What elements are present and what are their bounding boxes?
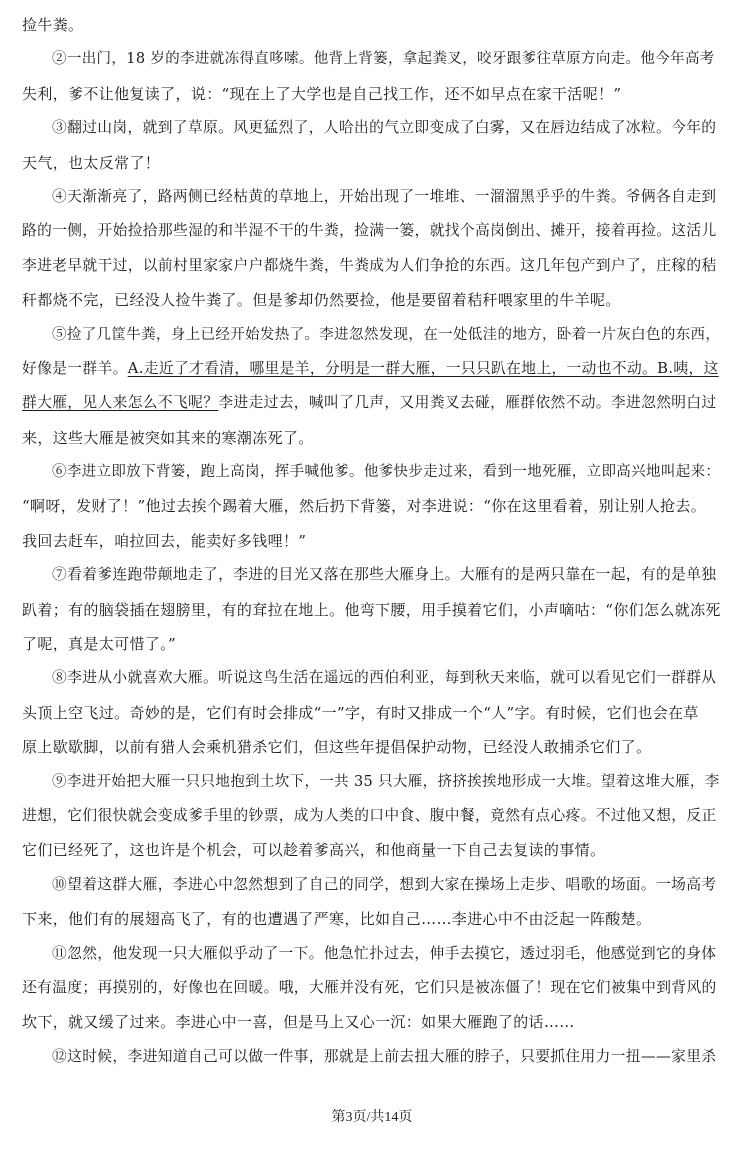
text-line: 来，这些大雁是被突如其来的寒潮冻死了。	[22, 428, 314, 447]
text-line: 进想，它们很快就会变成爹手里的钞票，成为人类的口中食、腹中餐，竟然有点心疼。不过他又想，反正	[22, 806, 717, 824]
text-line: 路的一侧，开始捡拾那些湿的和半湿不干的牛粪，捡满一篓，就找个高岗倒出、摊开，接着再捡。这活儿	[22, 222, 717, 240]
text-line: ⑧李进从小就喜欢大雁。听说这鸟生活在遥远的西伯利亚，每到秋天来临，就可以看见它们一群群从	[52, 669, 717, 687]
text-line: 趴着；有的脑袋插在翅膀里，有的耷拉在地上。他弯下腰，用手摸着它们，小声嘀咕：“你们怎么就冻死	[22, 600, 721, 619]
text-line: ⑫这时候，李进知道自己可以做一件事，那就是上前去扭大雁的脖子，只要抓住用力一扭——家里杀	[52, 1047, 717, 1065]
text-line: ⑩望着这群大雁，李进心中忽然想到了自己的同学，想到大家在操场上走步、唱歌的场面。一场高考	[52, 875, 717, 893]
text-line: “啊呀，发财了！”他过去挨个踢着大雁，然后扔下背篓，对李进说：“你在这里看着，别让别人抢去。	[22, 497, 707, 516]
page-number-footer: 第3页/共14页	[331, 1110, 413, 1125]
text-line: 它们已经死了，这也许是个机会，可以趁着爹高兴，和他商量一下自己去复读的事情。	[22, 841, 606, 860]
document-body	[22, 8, 724, 1074]
underlined-sentence-b-end: 群大雁，见人来怎么不飞呢？	[22, 394, 219, 412]
text-line: ⑤捡了几筐牛粪，身上已经开始发热了。李进忽然发现，在一处低洼的地方，卧着一片灰白色的东西，	[52, 326, 721, 343]
text-line: ⑪忽然，他发现一只大雁似乎动了一下。他急忙扑过去，伸手去摸它，透过羽毛，他感觉到它的身体	[52, 944, 717, 962]
text-line: ②一出门，18 岁的李进就冻得直哆嗦。他背上背篓，拿起粪叉，咬牙跟爹往草原方向走。他今年高考	[52, 51, 715, 68]
text-line	[22, 352, 724, 386]
text-segment: 好像是一群羊。	[22, 359, 128, 377]
text-line: 天气，也太反常了！	[22, 153, 161, 172]
text-line: 坎下，就又缓了过来。李进心中一喜，但是马上又心一沉：如果大雁跑了的话……	[22, 1013, 575, 1032]
text-segment: 李进走过去，喊叫了几声，又用粪叉去碰，雁群依然不动。李进忽然明白过	[218, 394, 717, 412]
text-line: ④天渐渐亮了，路两侧已经枯黄的草地上，开始出现了一堆堆、一溜溜黑乎乎的牛粪。爷俩各自走到	[52, 187, 717, 205]
text-line: 头顶上空飞过。奇妙的是，它们有时会排成“一”字，有时又排成一个“人”字。有时候，它们也会在草	[22, 703, 699, 722]
text-line: 捡牛粪。	[22, 16, 84, 34]
text-line: 秆都烧不完，已经没人捡牛粪了。但是爹却仍然要捡，他是要留着秸秆喂家里的牛羊呢。	[22, 291, 621, 310]
underlined-sentence-a-b: A.走近了才看清，哪里是羊，分明是一群大雁，一只只趴在地上，一动也不动。B.咦，这	[127, 359, 719, 377]
text-line: ③翻过山岗，就到了草原。风更猛烈了，人哈出的气立即变成了白雾，又在唇边结成了冰粒。今年的	[52, 119, 717, 137]
text-line: ⑥李进立即放下背篓，跑上高岗，挥手喊他爹。他爹快步走过来，看到一地死雁，立即高兴地叫起来：	[52, 464, 721, 481]
text-line: 李进老早就干过，以前村里家家户户都烧牛粪，牛粪成为人们争抢的东西。这几年包产到户了，庄稼的秸	[22, 256, 717, 274]
text-line: ⑦看着爹连跑带颠地走了，李进的目光又落在那些大雁身上。大雁有的是两只靠在一起，有的是单独	[52, 566, 717, 584]
text-line: 原上歇歇脚，以前有猎人会乘机猎杀它们，但这些年提倡保护动物，已经没人敢捕杀它们了。	[22, 738, 652, 757]
text-line: 了呢，真是太可惜了。”	[22, 635, 177, 654]
text-line: 我回去赶车，咱拉回去，能卖好多钱哩！”	[22, 531, 307, 550]
text-line: 下来，他们有的展翅高飞了，有的也遭遇了严寒，比如自己……李进心中不由泛起一阵酸楚。	[22, 910, 652, 929]
text-line: 失利，爹不让他复读了，说：“现在上了大学也是自己找工作，还不如早点在家干活呢！”	[22, 84, 622, 103]
text-line: 还有温度；再摸别的，好像也在回暖。哦，大雁并没有死，它们只是被冻僵了！现在它们被集中到背风的	[22, 978, 717, 996]
text-line	[22, 386, 724, 420]
text-line: ⑨李进开始把大雁一只只地抱到土坎下，一共 35 只大雁，挤挤挨挨地形成一大堆。望着这堆大雁，李	[52, 773, 720, 790]
